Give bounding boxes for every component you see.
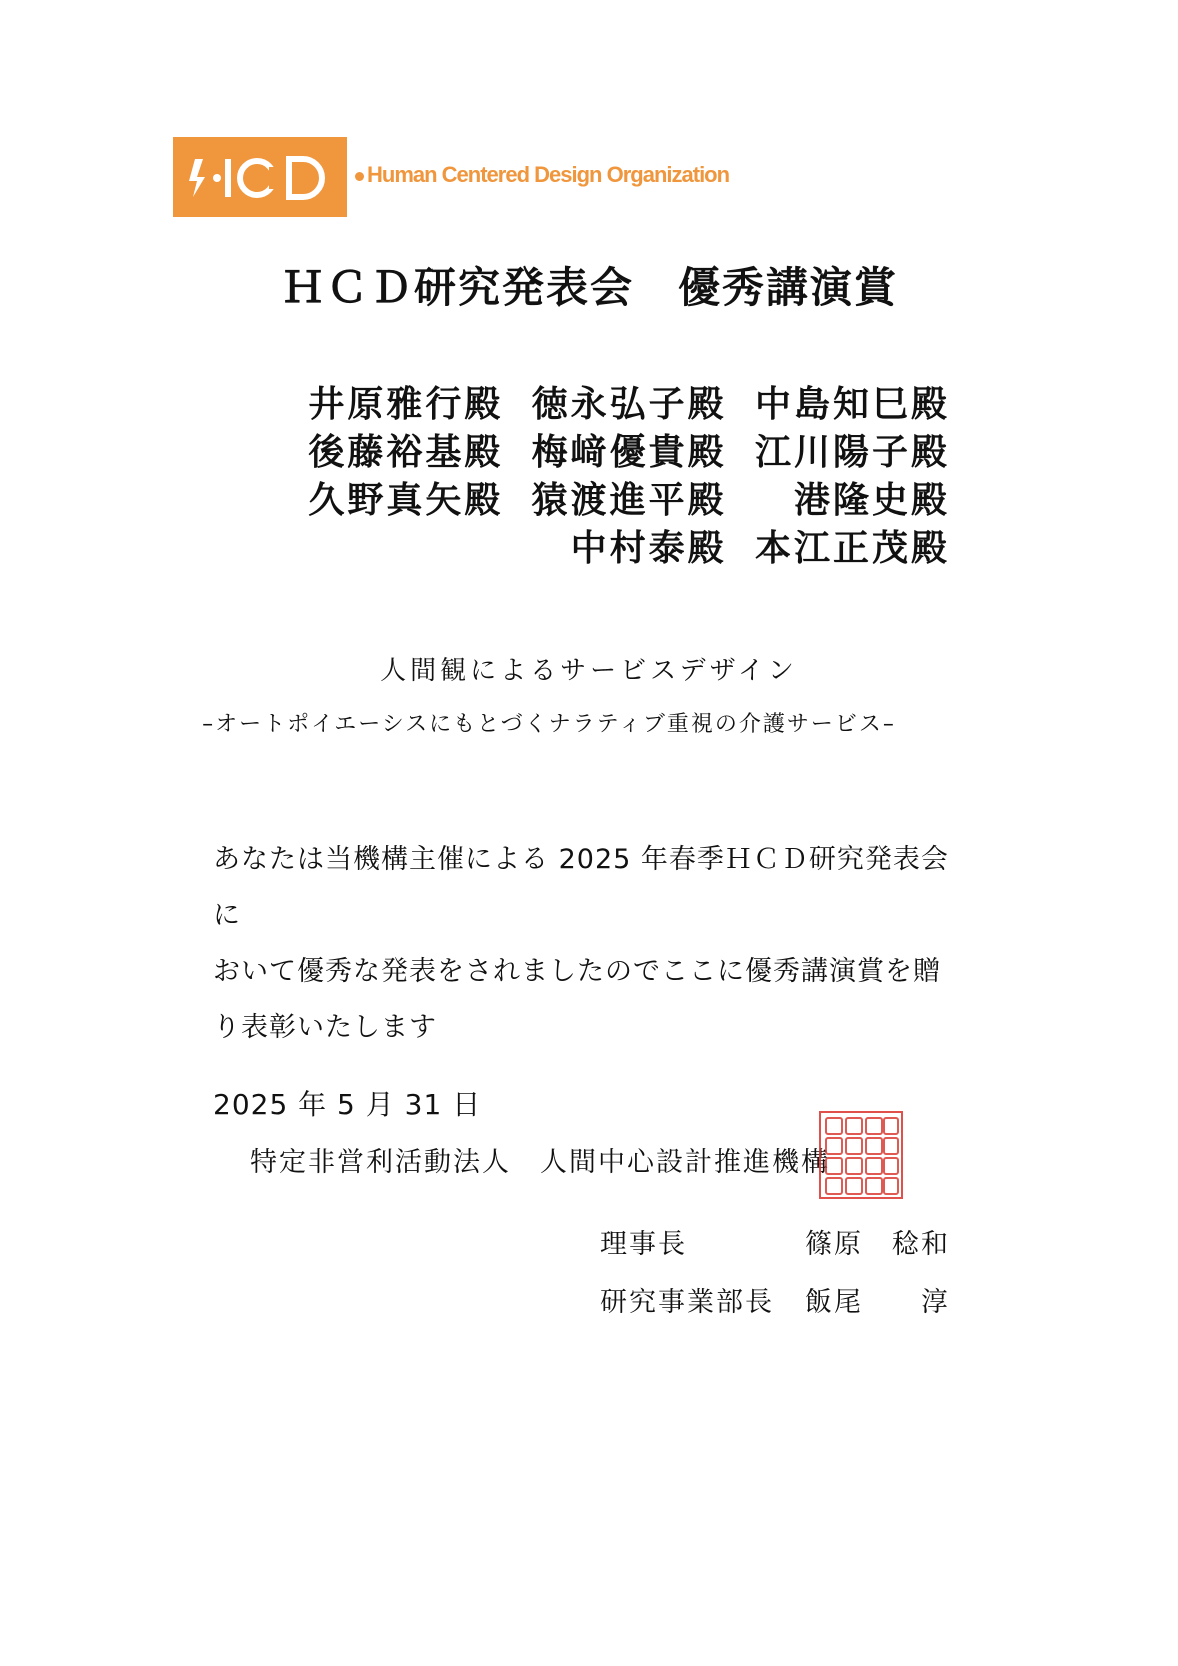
award-body <box>213 832 973 1056</box>
signatory-role: 理事長 <box>600 1229 687 1260</box>
recipient-name: 徳永弘子殿 <box>531 384 727 425</box>
body-line: おいて優秀な発表をされましたのでここに優秀講演賞を贈 <box>213 956 941 987</box>
recipient-row <box>280 472 950 520</box>
award-date: 2025 年 5 月 31 日 <box>213 1088 482 1121</box>
recipient-row <box>280 376 950 424</box>
award-title: ＨＣＤ研究発表会 優秀講演賞 <box>282 263 899 312</box>
recipient-name: 後藤裕基殿 <box>308 432 504 473</box>
recipient-name: 井原雅行殿 <box>308 384 504 425</box>
recipient-name: 本江正茂殿 <box>754 528 950 569</box>
signatory-name: 篠原 稔和 <box>805 1229 950 1260</box>
recipient-name: 猿渡進平殿 <box>531 480 727 521</box>
hcd-logo <box>173 137 347 217</box>
signatory-name: 飯尾 淳 <box>805 1287 950 1318</box>
signatory-role: 研究事業部長 <box>600 1287 774 1318</box>
recipient-row <box>280 520 950 568</box>
body-line: あなたは当機構主催による 2025 年春季ＨＣＤ研究発表会に <box>213 844 949 931</box>
recipient-name: 久野真矢殿 <box>308 480 504 521</box>
recipient-name: 江川陽子殿 <box>754 432 950 473</box>
hcd-logo-mark-icon <box>173 137 347 217</box>
logo-dot-icon <box>355 172 364 181</box>
presentation-title: 人間観によるサービスデザイン <box>380 656 798 686</box>
official-seal-icon <box>818 1110 904 1200</box>
recipient-list <box>280 376 950 568</box>
recipient-name: 中村泰殿 <box>570 528 727 569</box>
recipient-name: 梅﨑優貴殿 <box>531 432 727 473</box>
presentation-subtitle: –オートポイエーシスにもとづくナラティブ重視の介護サービス– <box>202 712 896 737</box>
recipient-name: 港隆史殿 <box>793 480 950 521</box>
body-line: り表彰いたします <box>213 1012 437 1043</box>
signatory-row <box>600 1222 950 1261</box>
signatory-row <box>600 1280 950 1319</box>
recipient-name: 中島知巳殿 <box>754 384 950 425</box>
recipient-row <box>280 424 950 472</box>
organization-name: 特定非営利活動法人 人間中心設計推進機構 <box>250 1147 830 1178</box>
logo-tagline: Human Centered Design Organization <box>355 162 729 188</box>
